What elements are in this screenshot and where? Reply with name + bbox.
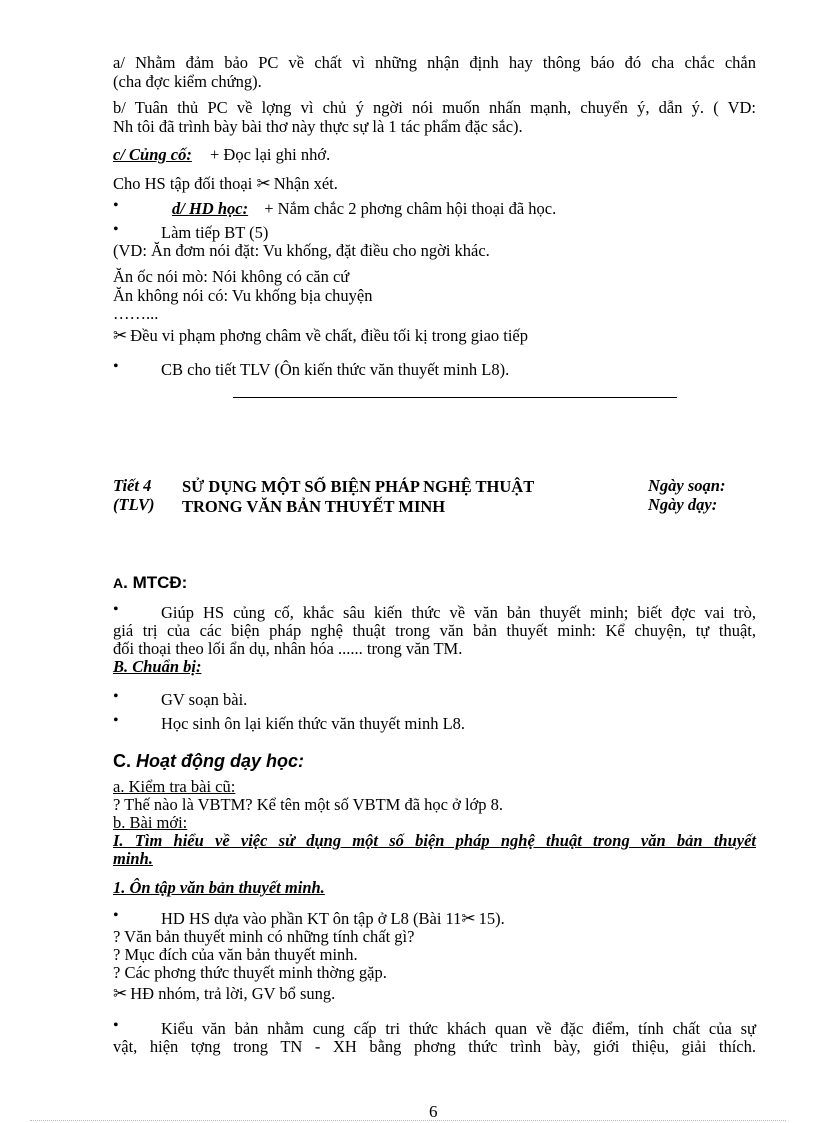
ngay-day-label: Ngày dạy:	[648, 495, 718, 514]
section-c-title: Hoạt động dạy học:	[136, 751, 305, 771]
para-a-line2: (cha đợc kiểm chứng).	[113, 72, 262, 91]
vd-line-5-text: Đều vi phạm phơng châm về chất, điều tối kị trong giao tiếp	[130, 326, 529, 345]
cung-co-line	[113, 145, 330, 164]
cung-co-heading: c/ Củng cố:	[113, 145, 192, 164]
kiem-tra-question: ? Thế nào là VBTM? Kể tên một số VBTM đã học ở lớp 8.	[113, 795, 504, 814]
doi-thoai-text: Cho HS tập đối thoại	[113, 174, 253, 193]
nhan-xet-text: Nhận xét.	[273, 174, 338, 193]
section-i-heading-line2: minh.	[113, 849, 153, 868]
hd-line	[161, 909, 505, 929]
bt5-text: Làm tiếp BT (5)	[161, 223, 269, 242]
footer-divider	[30, 1120, 786, 1121]
vd-line-4: ……...	[113, 304, 159, 323]
tlv-label: (TLV)	[113, 495, 155, 514]
subsection-1-heading: 1. Ôn tập văn bản thuyết minh.	[113, 878, 325, 897]
bullet-icon: •	[113, 907, 119, 924]
kieu-vb-line1: Kiểu văn bản nhằm cung cấp tri thức khách quan về đặc điểm, tính chất của sự	[161, 1019, 756, 1038]
vd-line-1: (VD: Ăn đơm nói đặt: Vu khống, đặt điều cho ngời khác.	[113, 241, 490, 260]
question-2: ? Mục đích của văn bản thuyết minh.	[113, 945, 358, 964]
tiet-label: Tiết 4	[113, 476, 152, 495]
bai-moi-heading: b. Bài mới:	[113, 813, 188, 832]
vd-line-5	[113, 326, 528, 346]
vd-line-2: Ăn ốc nói mò: Nói không có căn cứ	[113, 267, 350, 286]
section-a-letter: A	[113, 575, 124, 591]
hd-nhom-line	[113, 984, 335, 1004]
bullet-icon: •	[113, 601, 119, 618]
bullet-icon: •	[113, 712, 119, 729]
hd-text-end: 15).	[478, 909, 505, 928]
para-b-line1: b/ Tuân thủ PC về lợng vì chủ ý ngời nói muốn nhấn mạnh, chuyển ý, dẫn ý. ( VD:	[113, 98, 756, 117]
scissors-icon: ✂	[256, 174, 271, 194]
section-b-heading: B. Chuẩn bị:	[113, 657, 202, 676]
scissors-icon: ✂	[113, 326, 128, 346]
hd-text: HD HS dựa vào phần KT ôn tập ở L8 (Bài 11	[161, 909, 462, 928]
hd-hoc-line	[172, 199, 556, 218]
vd-line-3: Ăn không nói có: Vu khống bịa chuyện	[113, 286, 373, 305]
cb-text: CB cho tiết TLV (Ôn kiến thức văn thuyết minh L8).	[161, 360, 510, 379]
gv-text: GV soạn bài.	[161, 690, 248, 709]
section-c-heading	[113, 752, 304, 771]
bullet-icon: •	[113, 197, 119, 214]
para-a-line1: a/ Nhằm đảm bảo PC về chất vì những nhận định hay thông báo đó cha chắc chắn	[113, 53, 756, 72]
question-3: ? Các phơng thức thuyết minh thờng gặp.	[113, 963, 387, 982]
kieu-vb-line2: vật, hiện tợng trong TN - XH bằng phơng thức trình bày, giới thiệu, giải thích.	[113, 1037, 756, 1056]
section-a-line2: giá trị của các biện pháp nghệ thuật trong văn bản thuyết minh: Kể chuyện, tự thuật,	[113, 621, 756, 640]
bullet-icon: •	[113, 358, 119, 375]
divider-rule	[233, 397, 677, 398]
section-a-line3: đối thoại theo lối ẩn dụ, nhân hóa ...... trong văn TM.	[113, 639, 463, 658]
kiem-tra-heading: a. Kiểm tra bài cũ:	[113, 777, 236, 796]
page-number: 6	[429, 1102, 438, 1121]
bullet-icon: •	[113, 688, 119, 705]
bullet-icon: •	[113, 1017, 119, 1034]
section-a-title: . MTCĐ:	[123, 573, 188, 592]
hd-nhom-text: HĐ nhóm, trả lời, GV bổ sung.	[130, 984, 336, 1003]
hs-text: Học sinh ôn lại kiến thức văn thuyết minh L8.	[161, 714, 466, 733]
para-b-line2: Nh tôi đã trình bày bài thơ này thực sự là 1 tác phẩm đặc sắc).	[113, 117, 523, 136]
cung-co-text: + Đọc lại ghi nhớ.	[209, 145, 331, 164]
ngay-soan-label: Ngày soạn:	[648, 476, 726, 495]
scissors-icon: ✂	[461, 909, 476, 929]
lesson-title-line1: SỬ DỤNG MỘT SỐ BIỆN PHÁP NGHỆ THUẬT	[182, 477, 535, 496]
scissors-icon: ✂	[113, 984, 128, 1004]
section-a-line1: Giúp HS củng cố, khắc sâu kiến thức về văn bản thuyết minh; biết đợc vai trò,	[161, 603, 756, 622]
section-a-heading	[113, 573, 187, 593]
lesson-title-line2: TRONG VĂN BẢN THUYẾT MINH	[182, 497, 446, 516]
section-c-letter: C.	[113, 751, 131, 771]
hd-hoc-text: + Nắm chắc 2 phơng châm hội thoại đã học.	[264, 199, 557, 218]
section-i-heading-line1: I. Tìm hiểu về việc sử dụng một số biện pháp nghệ thuật trong văn bản thuyết	[113, 831, 756, 850]
bullet-icon: •	[113, 221, 119, 238]
doi-thoai-line	[113, 174, 338, 194]
question-1: ? Văn bản thuyết minh có những tính chất gì?	[113, 927, 415, 946]
hd-hoc-heading: d/ HD học:	[172, 199, 249, 218]
